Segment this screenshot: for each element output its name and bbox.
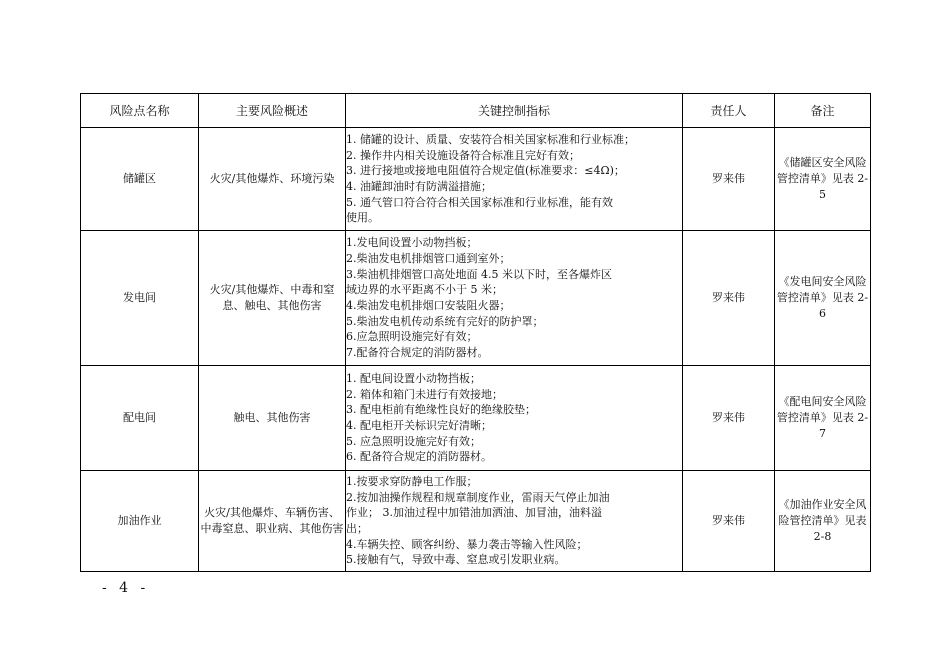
- risk-point-name: 储罐区: [81, 128, 199, 231]
- indicator-item: 使用。: [346, 211, 379, 225]
- indicator-item: 2. 箱体和箱门未进行有效接地；: [346, 387, 503, 401]
- risk-point-name: 配电间: [81, 366, 199, 471]
- indicator-item: 3. 进行接地或接地电阻值符合规定值(标准要求：≤4Ω)；: [346, 164, 625, 178]
- remark: 《加油作业安全风险管控清单》见表2-8: [775, 471, 871, 572]
- header-main-risk: 主要风险概述: [199, 94, 346, 128]
- indicator-item: 1. 储罐的设计、质量、安装符合相关国家标准和行业标准；: [346, 132, 635, 146]
- table-row: [81, 471, 871, 572]
- indicator-item: 4.柴油发电机排烟口安装阻火器；: [346, 299, 511, 312]
- table-row: [81, 128, 871, 231]
- indicator-list: [346, 366, 683, 471]
- header-responsible-person: 责任人: [683, 94, 775, 128]
- risk-control-table: [80, 93, 871, 572]
- risk-summary: 触电、其他伤害: [199, 366, 346, 471]
- indicator-item: 3.柴油机排烟管口高处地面 4.5 米以下时，至各爆炸区: [346, 267, 612, 281]
- responsible-person: 罗来伟: [683, 366, 775, 471]
- indicator-item: 7.配备符合规定的消防器材。: [346, 346, 489, 360]
- page-number: - 4 -: [102, 580, 150, 596]
- indicator-item: 1.发电间设置小动物挡板；: [346, 236, 478, 250]
- indicator-item: 1.按要求穿防静电工作服；: [346, 474, 478, 488]
- indicator-item: 6.应急照明设施完好有效；: [346, 330, 478, 344]
- indicator-item: 1. 配电间设置小动物挡板；: [346, 371, 481, 385]
- indicator-item: 2.柴油发电机排烟管口通到室外；: [346, 251, 511, 265]
- table-header-row: [81, 94, 871, 128]
- indicator-item: 4. 油罐卸油时有防满溢措施；: [346, 180, 492, 193]
- risk-summary: 火灾/其他爆炸、中毒和窒息、触电、其他伤害: [199, 231, 346, 366]
- indicator-item: 4.车辆失控、顾客纠纷、暴力袭击等输入性风险；: [346, 537, 588, 551]
- indicator-item: 5. 通气管口符合符合相关国家标准和行业标准，能有效: [346, 195, 613, 209]
- table-row: [81, 231, 871, 366]
- risk-summary: 火灾/其他爆炸、车辆伤害、中毒窒息、职业病、其他伤害: [199, 471, 346, 572]
- indicator-item: 2.按加油操作规程和规章制度作业，雷雨天气停止加油: [346, 490, 610, 504]
- risk-point-name: 加油作业: [81, 471, 199, 572]
- header-key-indicators: 关键控制指标: [346, 94, 683, 128]
- indicator-list: [346, 471, 683, 572]
- header-risk-point: 风险点名称: [81, 94, 199, 128]
- indicator-item: 5.接触有气，导致中毒、窒息或引发职业病。: [346, 553, 566, 567]
- indicator-item: 作业； 3.加油过程中加错油加洒油、加冒油，油料溢: [346, 506, 602, 520]
- indicator-item: 域边界的水平距离不小于 5 米；: [346, 283, 503, 297]
- indicator-list: [346, 231, 683, 366]
- remark: 《储罐区安全风险管控清单》见表 2-5: [775, 128, 871, 231]
- indicator-item: 出；: [346, 522, 368, 535]
- indicator-item: 4. 配电柜开关标识完好清晰；: [346, 419, 492, 432]
- indicator-item: 5. 应急照明设施完好有效；: [346, 434, 481, 448]
- remark: 《发电间安全风险管控清单》见表 2-6: [775, 231, 871, 366]
- remark: 《配电间安全风险管控清单》见表 2-7: [775, 366, 871, 471]
- indicator-item: 6. 配备符合规定的消防器材。: [346, 450, 492, 464]
- responsible-person: 罗来伟: [683, 231, 775, 366]
- indicator-item: 2. 操作井内相关设施设备符合标准且完好有效；: [346, 148, 580, 162]
- responsible-person: 罗来伟: [683, 128, 775, 231]
- table-row: [81, 366, 871, 471]
- risk-point-name: 发电间: [81, 231, 199, 366]
- responsible-person: 罗来伟: [683, 471, 775, 572]
- indicator-item: 5.柴油发电机传动系统有完好的防护罩；: [346, 314, 544, 328]
- header-remarks: 备注: [775, 94, 871, 128]
- risk-summary: 火灾/其他爆炸、环境污染: [199, 128, 346, 231]
- indicator-list: [346, 128, 683, 231]
- indicator-item: 3. 配电柜前有绝缘性良好的绝缘胶垫；: [346, 403, 536, 417]
